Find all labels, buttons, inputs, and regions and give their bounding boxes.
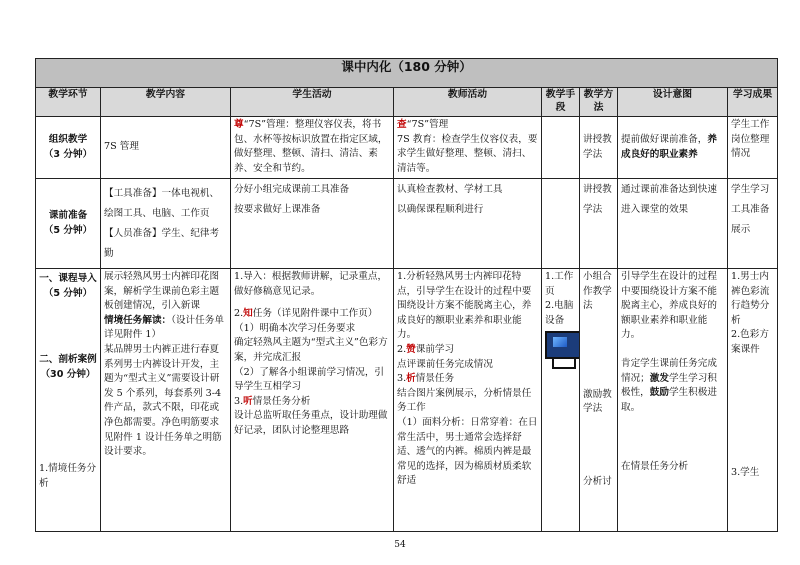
intent-text: 学生积极进取。: [621, 387, 717, 413]
content-text: 展示轻熟风男士内裤印花图案，解析学生课前色彩主题板创建情况，引入新课: [104, 271, 220, 312]
intent-bold: 养成良好的职业素养: [621, 133, 717, 160]
teacher-text: 认真检查教材、学材工具: [397, 184, 503, 195]
student-text: 情景任务分析: [252, 395, 311, 407]
intent-text: 学生学习积极性，: [621, 372, 717, 399]
student-text: （1）明确本次学习任务要求: [234, 322, 356, 334]
means-cell: [542, 117, 580, 179]
table-row: [36, 269, 778, 532]
outcome-text: 3.学生: [731, 466, 760, 478]
outcome-text: 1.男士内裤色彩流行趋势分析: [731, 271, 770, 326]
stage-cell: [36, 269, 101, 532]
sub-stage-label: 1.情境任务分析: [39, 463, 97, 489]
lesson-plan-table: [35, 58, 778, 532]
page-number: 54: [394, 540, 406, 550]
student-cell: [231, 179, 394, 269]
student-text: 确定轻熟风主题为“型式主义”色彩方案，并完成汇报: [234, 337, 388, 363]
header-means: 教学手段: [542, 88, 580, 117]
content-cell: [101, 269, 231, 532]
stage-duration: （3 分钟）: [43, 148, 93, 160]
student-text: （2）了解各小组课前学习情况，引导学生互相学习: [234, 366, 385, 393]
table-row: [36, 117, 778, 179]
method-cell: 讲授教学法: [580, 117, 618, 179]
teacher-text: “7S”管理: [406, 119, 449, 130]
stage-cell: [36, 179, 101, 269]
content-cell: 7S 管理: [101, 117, 231, 179]
student-text: “7S”管理：整理仪容仪表，将书包、水杯等按标识放置在指定区域，做好整理、整顿、清扫、清洁、素养、安全和节约。: [234, 119, 388, 174]
student-cell: [231, 117, 394, 179]
keyword-mark: 赞: [406, 343, 416, 355]
means-text: 2.电脑设备: [545, 300, 574, 326]
intent-cell: [618, 117, 728, 179]
teacher-text: 情景任务: [415, 373, 455, 385]
content-cell: [101, 179, 231, 269]
stage-label: 一、课程导入: [39, 273, 97, 284]
stage-cell: [36, 117, 101, 179]
keyword-mark: 查: [397, 119, 407, 130]
stage-duration: （5 分钟）: [43, 287, 93, 299]
stage-label: 课前准备: [48, 209, 88, 221]
teacher-text: 以确保课程顺利进行: [397, 204, 484, 215]
smartboard-icon: [545, 331, 580, 359]
student-text: 任务（详见附件课中工作页）: [252, 308, 378, 320]
method-text: 分析讨: [583, 475, 612, 487]
keyword-mark: 尊: [234, 119, 244, 130]
means-cell: [542, 179, 580, 269]
method-cell: [580, 269, 618, 532]
method-text: 小组合作教学法: [583, 271, 612, 312]
student-cell: 1.导入：根据教师讲解，记录重点，做好修稿意见记录。 2.知任务（详见附件课中工作页） （1）明确本次学习任务要求 确定轻熟风主题为“型式主义”色彩方案，并完成汇报 （2）了解各小组课前学习情况，引导学生互相学习 3.听情景任务分析 设计总监听取任务重点，设计助理做好记录，团队讨论整理思路: [231, 269, 394, 532]
student-text: 设计总监听取任务重点，设计助理做好记录，团队讨论整理思路: [234, 410, 388, 436]
header-content: 教学内容: [101, 88, 231, 117]
keyword-mark: 析: [406, 373, 416, 385]
outcome-cell: 学生工作岗位整理情况: [728, 117, 778, 179]
intent-bold: 激发: [649, 372, 669, 384]
keyword-mark: 听: [243, 395, 253, 407]
header-outcome: 学习成果: [728, 88, 778, 117]
intent-text: 在情景任务分析: [621, 461, 689, 473]
teacher-text: 结合图片案例展示，分析情景任务工作: [397, 387, 532, 414]
teacher-text: 点评课前任务完成情况: [397, 358, 493, 370]
header-intent: 设计意图: [618, 88, 728, 117]
table-title: 课中内化（180 分钟）: [36, 59, 778, 88]
teacher-text: 7S 教育：检查学生仪容仪表，要求学生做好整理、整顿、清扫、清洁等。: [397, 133, 538, 174]
content-bold: 情境任务解读：: [104, 314, 172, 326]
header-method: 教学方法: [580, 88, 618, 117]
teacher-text: （1）面料分析：日常穿着：在日常生活中，男士通常会选择舒适、透气的内裤。棉质内裤是最常见的选择，因为棉质材质柔软舒适: [397, 416, 538, 487]
means-cell: [542, 269, 580, 532]
content-text: 【工具准备】一体电视机、绘图工具、电脑、工作页: [104, 187, 220, 219]
content-text: 某品牌男士内裤正进行春夏系列男士内裤设计开发，主题为“型式主义”需要设计研发 5 个系列，每套系列 3-4 件产品，款式不限，印花或净色都需要。净色明筋要求见附件 1 设计任务单之明筋设计要求。: [104, 343, 222, 458]
student-text: 按要求做好上课准备: [234, 204, 321, 215]
student-text: 1.导入：根据教师讲解，记录重点，做好修稿意见记录。: [234, 271, 388, 297]
intent-cell: [618, 269, 728, 532]
method-text: 激励教学法: [583, 388, 612, 415]
teacher-text: 1.分析轻熟风男士内裤印花特点，引导学生在设计的过程中要围绕设计方案不能脱离主心，养成良好的额职业素养和职业能力。: [397, 271, 532, 341]
intent-text: 提前做好课前准备，: [621, 133, 708, 145]
teacher-cell: 1.分析轻熟风男士内裤印花特点，引导学生在设计的过程中要围绕设计方案不能脱离主心，养成良好的额职业素养和职业能力。 2.赞课前学习 点评课前任务完成情况 3.析情景任务 结合图片案例展示，分析情景任务工作 （1）面料分析：日常穿着：在日常生活中，男士通常会选择舒适、透气的内裤。棉质内裤是最常见的选择，因为棉质材质柔软舒适: [394, 269, 542, 532]
intent-cell: 通过课前准备达到快速进入课堂的效果: [618, 179, 728, 269]
header-student-activity: 学生活动: [231, 88, 394, 117]
method-cell: 讲授教学法: [580, 179, 618, 269]
outcome-text: 2.色彩方案课件: [731, 329, 769, 355]
intent-bold: 鼓励: [649, 387, 669, 399]
content-text: （设计任务单详见附件 1）: [104, 314, 224, 341]
teacher-cell: [394, 179, 542, 269]
teacher-text: 课前学习: [415, 343, 455, 355]
smartboard-stand: [552, 359, 576, 369]
outcome-cell: 学生学习工具准备展示: [728, 179, 778, 269]
intent-text: 肯定学生课前任务完成情况；: [621, 357, 717, 384]
content-text: 【人员准备】学生、纪律考勤: [104, 227, 220, 259]
header-stage: 教学环节: [36, 88, 101, 117]
stage-label: 组织教学: [48, 133, 88, 145]
stage-label: 二、剖析案例: [39, 354, 97, 366]
means-text: 1.工作页: [545, 271, 574, 297]
teacher-cell: [394, 117, 542, 179]
stage-duration: （30 分钟）: [40, 368, 96, 380]
outcome-cell: [728, 269, 778, 532]
stage-duration: （5 分钟）: [43, 224, 93, 236]
keyword-mark: 知: [243, 308, 253, 320]
intent-text: 引导学生在设计的过程中要围绕设计方案不能脱离主心，养成良好的额职业素养和职业能力。: [621, 271, 717, 341]
student-text: 分好小组完成课前工具准备: [234, 184, 350, 195]
header-teacher-activity: 教师活动: [394, 88, 542, 117]
table-row: [36, 179, 778, 269]
